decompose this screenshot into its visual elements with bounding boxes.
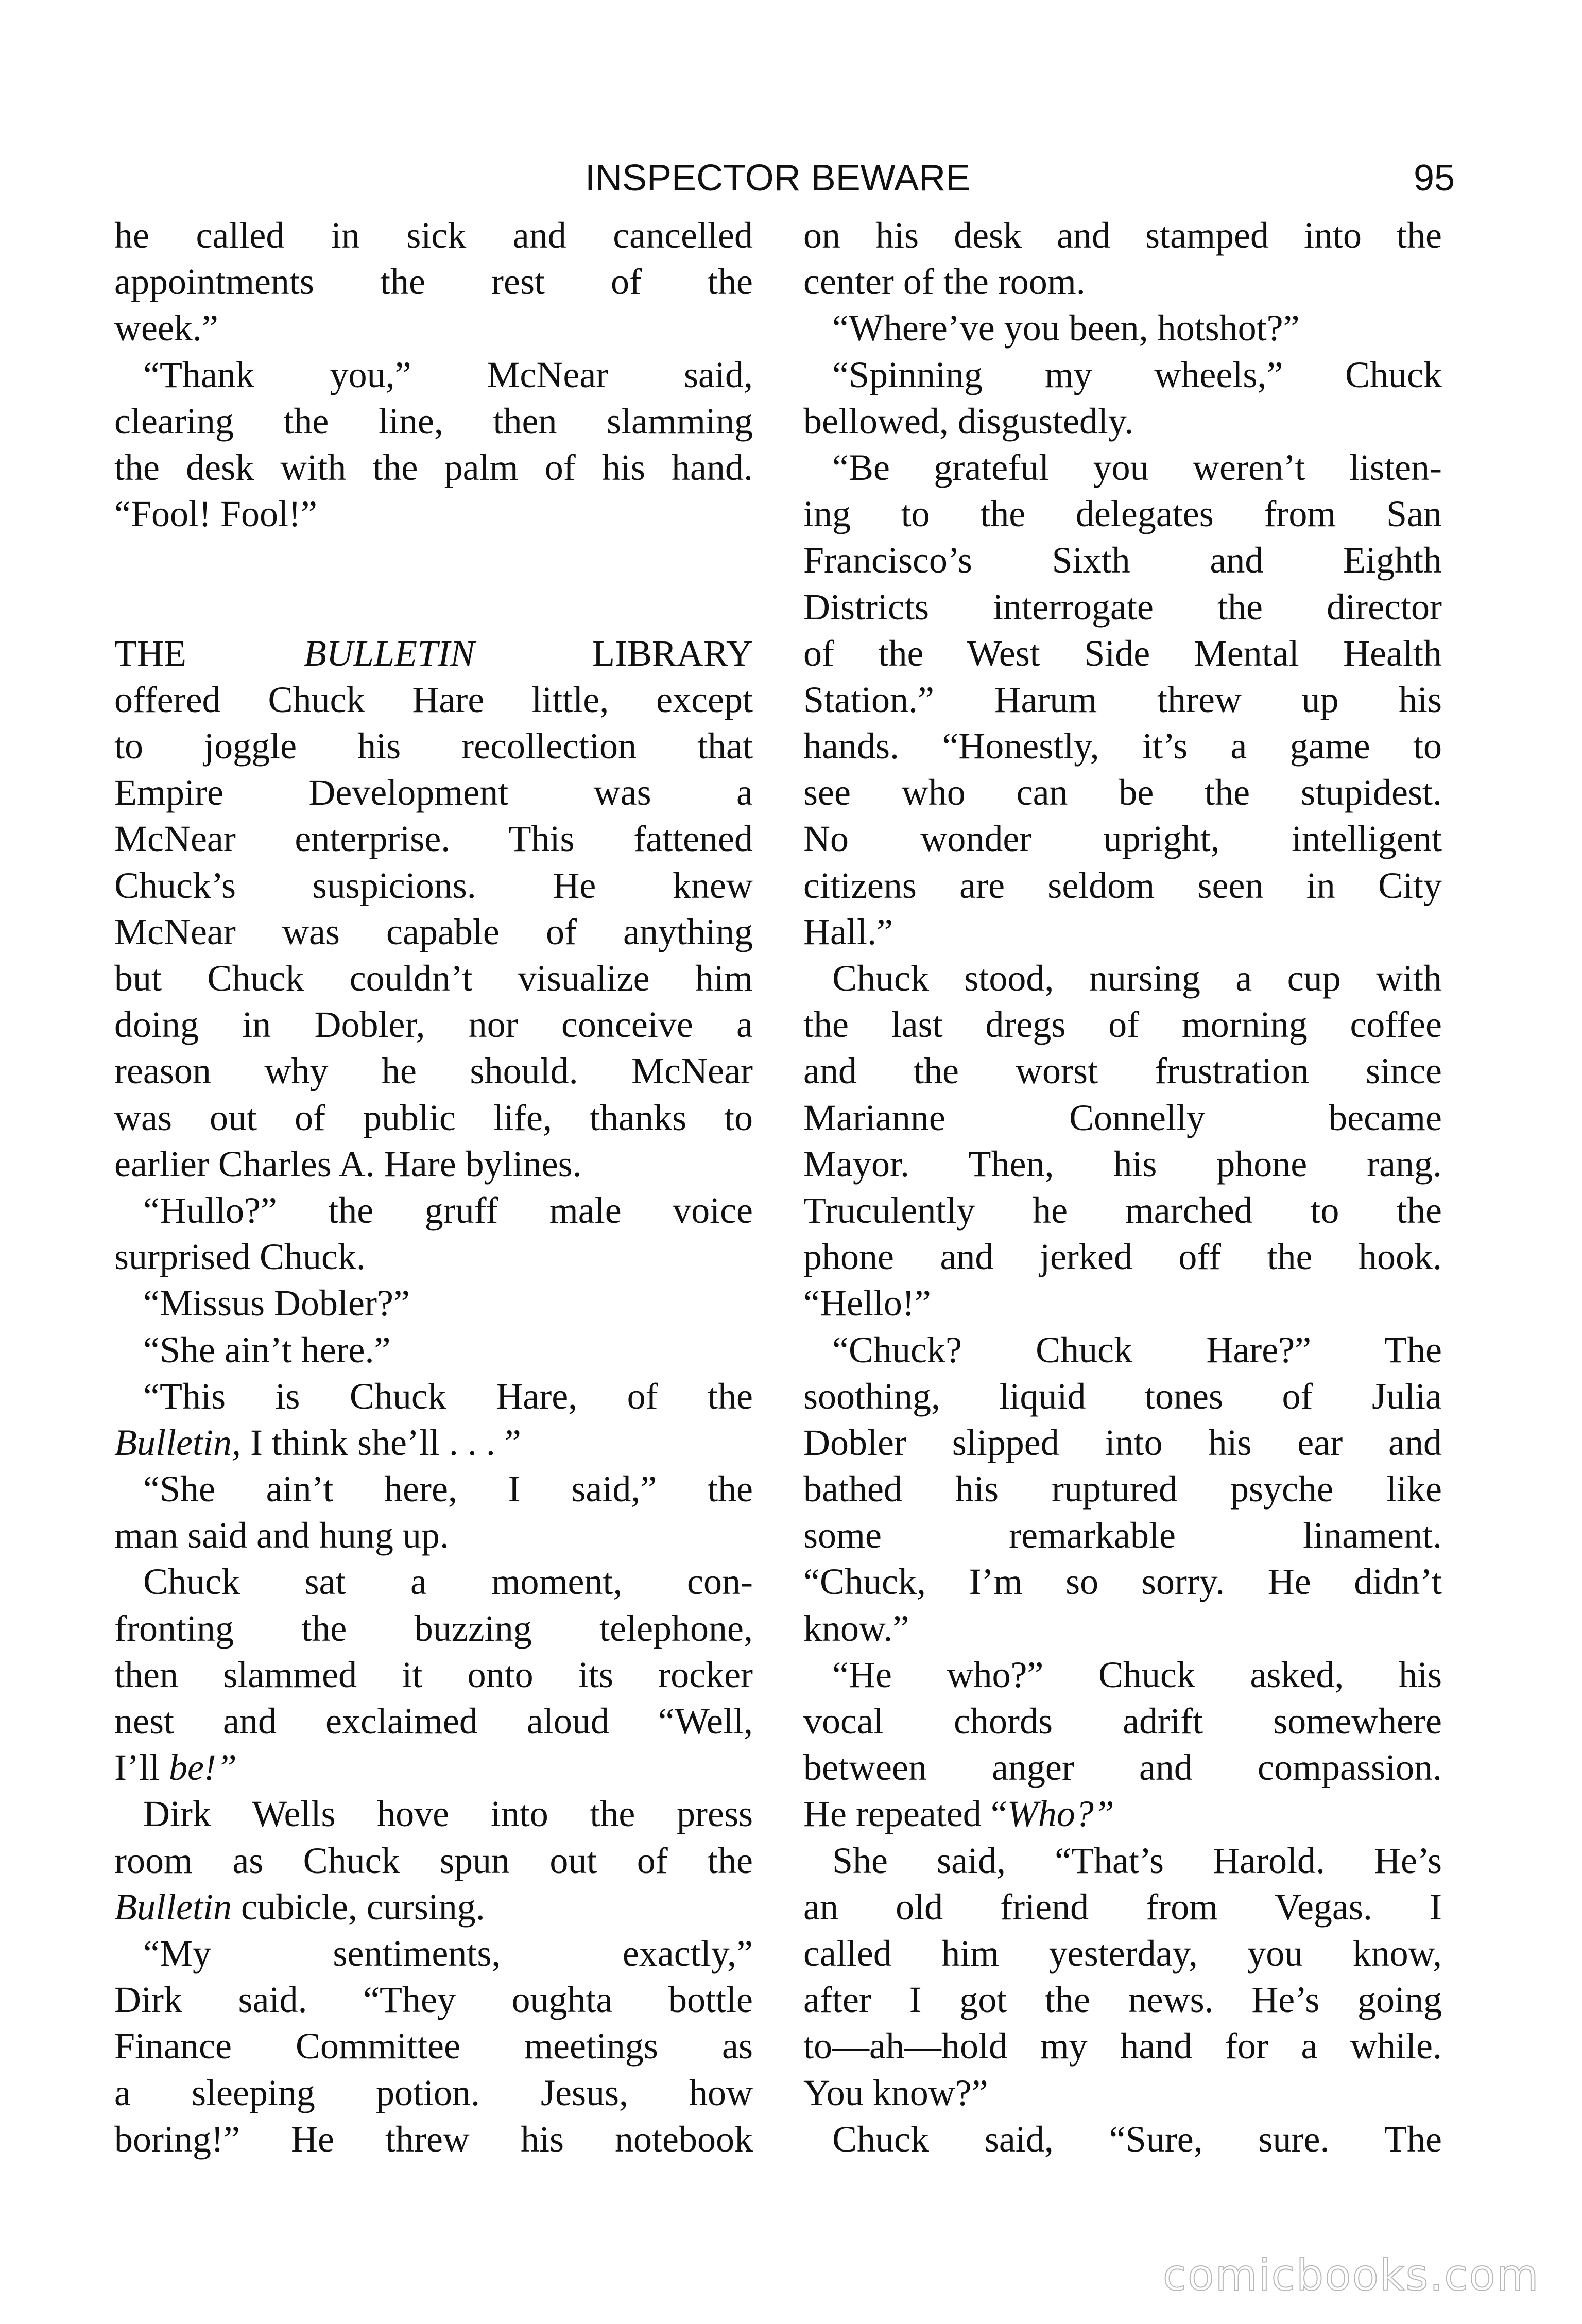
text-line: Dirk Wells hove into the press xyxy=(143,1793,753,1835)
text-line: the desk with the palm of his hand. xyxy=(114,446,753,488)
blank-line xyxy=(114,584,753,630)
text-line: the last dregs of morning coffee xyxy=(803,1004,1442,1046)
text-line: “Where’ve you been, hotshot?” xyxy=(832,307,1300,349)
text-line: “She ain’t here.” xyxy=(143,1329,391,1371)
text-line: “This is Chuck Hare, of the xyxy=(143,1375,753,1417)
text-line: Dobler slipped into his ear and xyxy=(803,1421,1442,1463)
text-line: McNear enterprise. This fattened xyxy=(114,818,753,860)
text-line: called him yesterday, you know, xyxy=(803,1932,1442,1974)
text-column-left xyxy=(114,212,753,2162)
text-line: a sleeping potion. Jesus, how xyxy=(114,2072,753,2113)
text-line: an old friend from Vegas. I xyxy=(803,1886,1442,1928)
text-line: vocal chords adrift somewhere xyxy=(803,1701,1442,1742)
text-line: bellowed, disgustedly. xyxy=(803,400,1134,442)
blank-line xyxy=(114,537,753,583)
text-line: “Hullo?” the gruff male voice xyxy=(143,1189,753,1231)
text-line: doing in Dobler, nor conceive a xyxy=(114,1004,753,1046)
text-line: hands. “Honestly, it’s a game to xyxy=(803,725,1442,767)
page-number: 95 xyxy=(1414,158,1455,199)
text-line: appointments the rest of the xyxy=(114,261,753,303)
text-line: Finance Committee meetings as xyxy=(114,2025,753,2067)
text-line: “Chuck, I’m so sorry. He didn’t xyxy=(803,1561,1442,1603)
text-line: citizens are seldom seen in City xyxy=(803,864,1442,906)
text-line: Chuck said, “Sure, sure. The xyxy=(832,2118,1442,2160)
text-line: Bulletin, I think she’ll . . . ” xyxy=(114,1421,521,1463)
text-line: nest and exclaimed aloud “Well, xyxy=(114,1701,753,1742)
text-line: on his desk and stamped into the xyxy=(803,215,1442,256)
text-line: between anger and compassion. xyxy=(803,1747,1442,1789)
text-line: Francisco’s Sixth and Eighth xyxy=(803,540,1442,581)
text-line: “Spinning my wheels,” Chuck xyxy=(832,354,1442,395)
text-line: and the worst frustration since xyxy=(803,1050,1442,1092)
text-line: ing to the delegates from San xyxy=(803,493,1442,535)
text-line: to—ah—hold my hand for a while. xyxy=(803,2025,1442,2067)
text-line: Hall.” xyxy=(803,911,893,952)
text-line: “He who?” Chuck asked, his xyxy=(832,1654,1442,1695)
watermark: comicbooks.com xyxy=(1163,2250,1540,2300)
text-line: She said, “That’s Harold. He’s xyxy=(832,1840,1442,1881)
text-line: Empire Development was a xyxy=(114,772,753,813)
text-line: reason why he should. McNear xyxy=(114,1050,753,1092)
text-line: He repeated “Who?” xyxy=(803,1793,1114,1835)
text-line: boring!” He threw his notebook xyxy=(114,2118,753,2160)
text-column-right xyxy=(803,212,1442,2162)
text-line: Truculently he marched to the xyxy=(803,1189,1442,1231)
text-line: “Hello!” xyxy=(803,1282,931,1324)
text-line: after I got the news. He’s going xyxy=(803,1979,1442,2021)
text-line: room as Chuck spun out of the xyxy=(114,1840,753,1881)
text-line: clearing the line, then slamming xyxy=(114,400,753,442)
text-line: was out of public life, thanks to xyxy=(114,1097,753,1138)
text-line: but Chuck couldn’t visualize him xyxy=(114,958,753,999)
text-line: man said and hung up. xyxy=(114,1515,449,1556)
text-line: Station.” Harum threw up his xyxy=(803,679,1442,720)
text-line: You know?” xyxy=(803,2072,988,2113)
text-line: soothing, liquid tones of Julia xyxy=(803,1375,1442,1417)
text-line: he called in sick and cancelled xyxy=(114,215,753,256)
text-line: week.” xyxy=(114,307,218,349)
text-line: see who can be the stupidest. xyxy=(803,772,1442,813)
text-line: “Missus Dobler?” xyxy=(143,1282,410,1324)
text-line: some remarkable linament. xyxy=(803,1515,1442,1556)
text-line: Marianne Connelly became xyxy=(803,1097,1442,1138)
text-line: “My sentiments, exactly,” xyxy=(143,1932,753,1974)
text-line: know.” xyxy=(803,1607,909,1649)
text-line: No wonder upright, intelligent xyxy=(803,818,1442,860)
text-line: Bulletin cubicle, cursing. xyxy=(114,1886,485,1928)
text-line: center of the room. xyxy=(803,261,1086,303)
running-head: INSPECTOR BEWARE xyxy=(585,158,971,199)
text-line: fronting the buzzing telephone, xyxy=(114,1607,753,1649)
text-line: “Fool! Fool!” xyxy=(114,493,317,535)
text-line: to joggle his recollection that xyxy=(114,725,753,767)
text-line: Dirk said. “They oughta bottle xyxy=(114,1979,753,2021)
text-line: of the West Side Mental Health xyxy=(803,632,1442,674)
text-line: THE BULLETIN LIBRARY xyxy=(114,632,753,674)
text-line: earlier Charles A. Hare bylines. xyxy=(114,1143,582,1185)
text-line: Mayor. Then, his phone rang. xyxy=(803,1143,1442,1185)
text-line: then slammed it onto its rocker xyxy=(114,1654,753,1695)
text-line: offered Chuck Hare little, except xyxy=(114,679,753,720)
text-line: McNear was capable of anything xyxy=(114,911,753,952)
text-line: “Thank you,” McNear said, xyxy=(143,354,753,395)
text-line: surprised Chuck. xyxy=(114,1236,366,1278)
text-line: “Chuck? Chuck Hare?” The xyxy=(832,1329,1442,1371)
text-line: I’ll be!” xyxy=(114,1747,237,1789)
text-line: “She ain’t here, I said,” the xyxy=(143,1468,753,1510)
text-line: Districts interrogate the director xyxy=(803,586,1442,628)
text-line: Chuck sat a moment, con- xyxy=(143,1561,753,1603)
text-line: bathed his ruptured psyche like xyxy=(803,1468,1442,1510)
text-line: Chuck stood, nursing a cup with xyxy=(832,958,1442,999)
text-line: phone and jerked off the hook. xyxy=(803,1236,1442,1278)
text-line: “Be grateful you weren’t listen- xyxy=(832,446,1442,488)
text-line: Chuck’s suspicions. He knew xyxy=(114,864,753,906)
